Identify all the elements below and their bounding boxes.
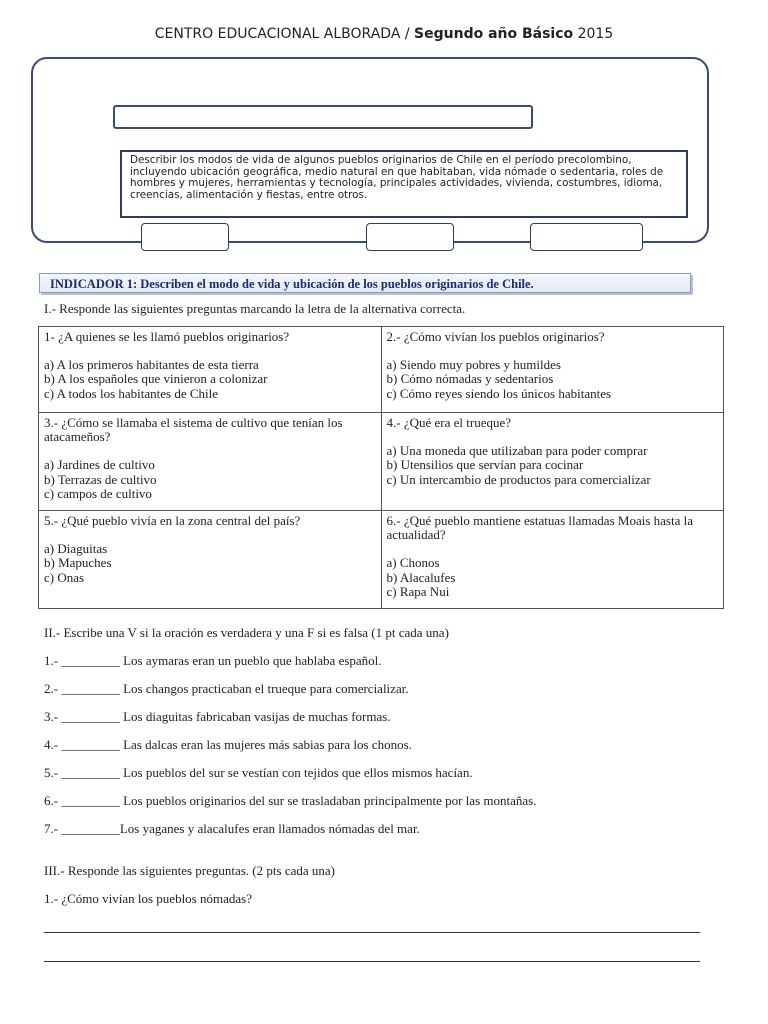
option-c[interactable]: c) Onas: [44, 569, 85, 585]
option-c[interactable]: c) A todos los habitantes de Chile: [44, 385, 219, 401]
option-a[interactable]: a) Jardines de cultivo: [44, 457, 155, 473]
question-text: 5.- ¿Qué pueblo vivía en la zona central del país?: [44, 513, 301, 528]
true-false-item[interactable]: 5.- _________ Los pueblos del sur se vestían con tejidos que ellos mismos hacían.: [44, 765, 473, 780]
question-cell: [381, 413, 724, 511]
true-false-item[interactable]: 3.- _________ Los diaguitas fabricaban vasijas de muchas formas.: [44, 709, 391, 724]
question-text: 1- ¿A quienes se les llamó pueblos originarios?: [44, 329, 290, 344]
question-cell: [381, 327, 724, 413]
name-field[interactable]: [113, 105, 533, 129]
ideal-score-box[interactable]: [141, 223, 229, 251]
grade-box[interactable]: [530, 223, 643, 251]
question-cell: [39, 511, 382, 609]
option-b[interactable]: b) A los españoles que vinieron a colonizar: [44, 371, 268, 387]
option-b[interactable]: b) Terrazas de cultivo: [44, 471, 157, 487]
school-name: CENTRO EDUCACIONAL ALBORADA /: [154, 26, 410, 42]
true-false-item[interactable]: 1.- _________ Los aymaras eran un pueblo que hablaba español.: [44, 653, 382, 668]
option-b[interactable]: b) Mapuches: [44, 555, 112, 571]
option-b[interactable]: b) Utensilios que servían para cocinar: [386, 457, 584, 473]
question-text: 3.- ¿Cómo se llamaba el sistema de cultivo que tenían los atacameños?: [44, 415, 343, 445]
multiple-choice-table: [38, 326, 724, 609]
question-cell: [39, 327, 382, 413]
section3-instruction: III.- Responde las siguientes preguntas. (2 pts cada una): [44, 863, 335, 878]
true-false-item[interactable]: 6.- _________ Los pueblos originarios del sur se trasladaban principalmente por las montañas.: [44, 793, 537, 808]
table-row: [39, 327, 724, 413]
option-a[interactable]: a) A los primeros habitantes de esta tierra: [44, 357, 259, 373]
option-a[interactable]: a) Chonos: [386, 555, 440, 571]
obtained-score-box[interactable]: [366, 223, 454, 251]
answer-line[interactable]: [44, 961, 700, 962]
section1-instruction: I.- Responde las siguientes preguntas marcando la letra de la alternativa correcta.: [44, 301, 466, 316]
year-label: 2015: [577, 26, 614, 42]
question-cell: [381, 511, 724, 609]
objective-box: Describir los modos de vida de algunos pueblos originarios de Chile en el período precolombino, incluyendo ubicación geográfica, medio natural en que habitaban, vida nómade o sedentaria, roles de hombres y mujeres, herramientas y tecnología, principales actividades, vivienda, costumbres, idioma, creencias, alimentación y fiestas, entre otros.: [120, 150, 688, 218]
true-false-item[interactable]: 4.- _________ Las dalcas eran las mujeres más sabias para los chonos.: [44, 737, 412, 752]
option-c[interactable]: c) Rapa Nui: [386, 583, 450, 599]
grade-label: Segundo año Básico: [414, 26, 574, 42]
document-header: [0, 26, 768, 42]
indicator-banner: INDICADOR 1: Describen el modo de vida y ubicación de los pueblos originarios de Chile.: [39, 273, 691, 293]
question-cell: [39, 413, 382, 511]
option-a[interactable]: a) Siendo muy pobres y humildes: [386, 357, 561, 373]
answer-line[interactable]: [44, 932, 700, 933]
question-text: 2.- ¿Cómo vivían los pueblos originarios?: [386, 329, 605, 344]
open-question: 1.- ¿Cómo vivían los pueblos nómadas?: [44, 891, 252, 906]
table-row: [39, 413, 724, 511]
option-a[interactable]: a) Una moneda que utilizaban para poder comprar: [386, 443, 648, 459]
option-b[interactable]: b) Cómo nómadas y sedentarios: [386, 371, 554, 387]
true-false-item[interactable]: 2.- _________ Los changos practicaban el trueque para comercializar.: [44, 681, 409, 696]
option-a[interactable]: a) Diaguitas: [44, 541, 108, 557]
section2-instruction: II.- Escribe una V si la oración es verdadera y una F si es falsa (1 pt cada una): [44, 625, 449, 640]
option-c[interactable]: c) Un intercambio de productos para comercializar: [386, 471, 651, 487]
option-c[interactable]: c) campos de cultivo: [44, 485, 152, 501]
option-b[interactable]: b) Alacalufes: [386, 569, 456, 585]
true-false-item[interactable]: 7.- _________Los yaganes y alacalufes eran llamados nómadas del mar.: [44, 821, 420, 836]
question-text: 6.- ¿Qué pueblo mantiene estatuas llamadas Moais hasta la actualidad?: [386, 513, 693, 543]
table-row: [39, 511, 724, 609]
option-c[interactable]: c) Cómo reyes siendo los únicos habitantes: [386, 385, 612, 401]
question-text: 4.- ¿Qué era el trueque?: [386, 415, 512, 430]
